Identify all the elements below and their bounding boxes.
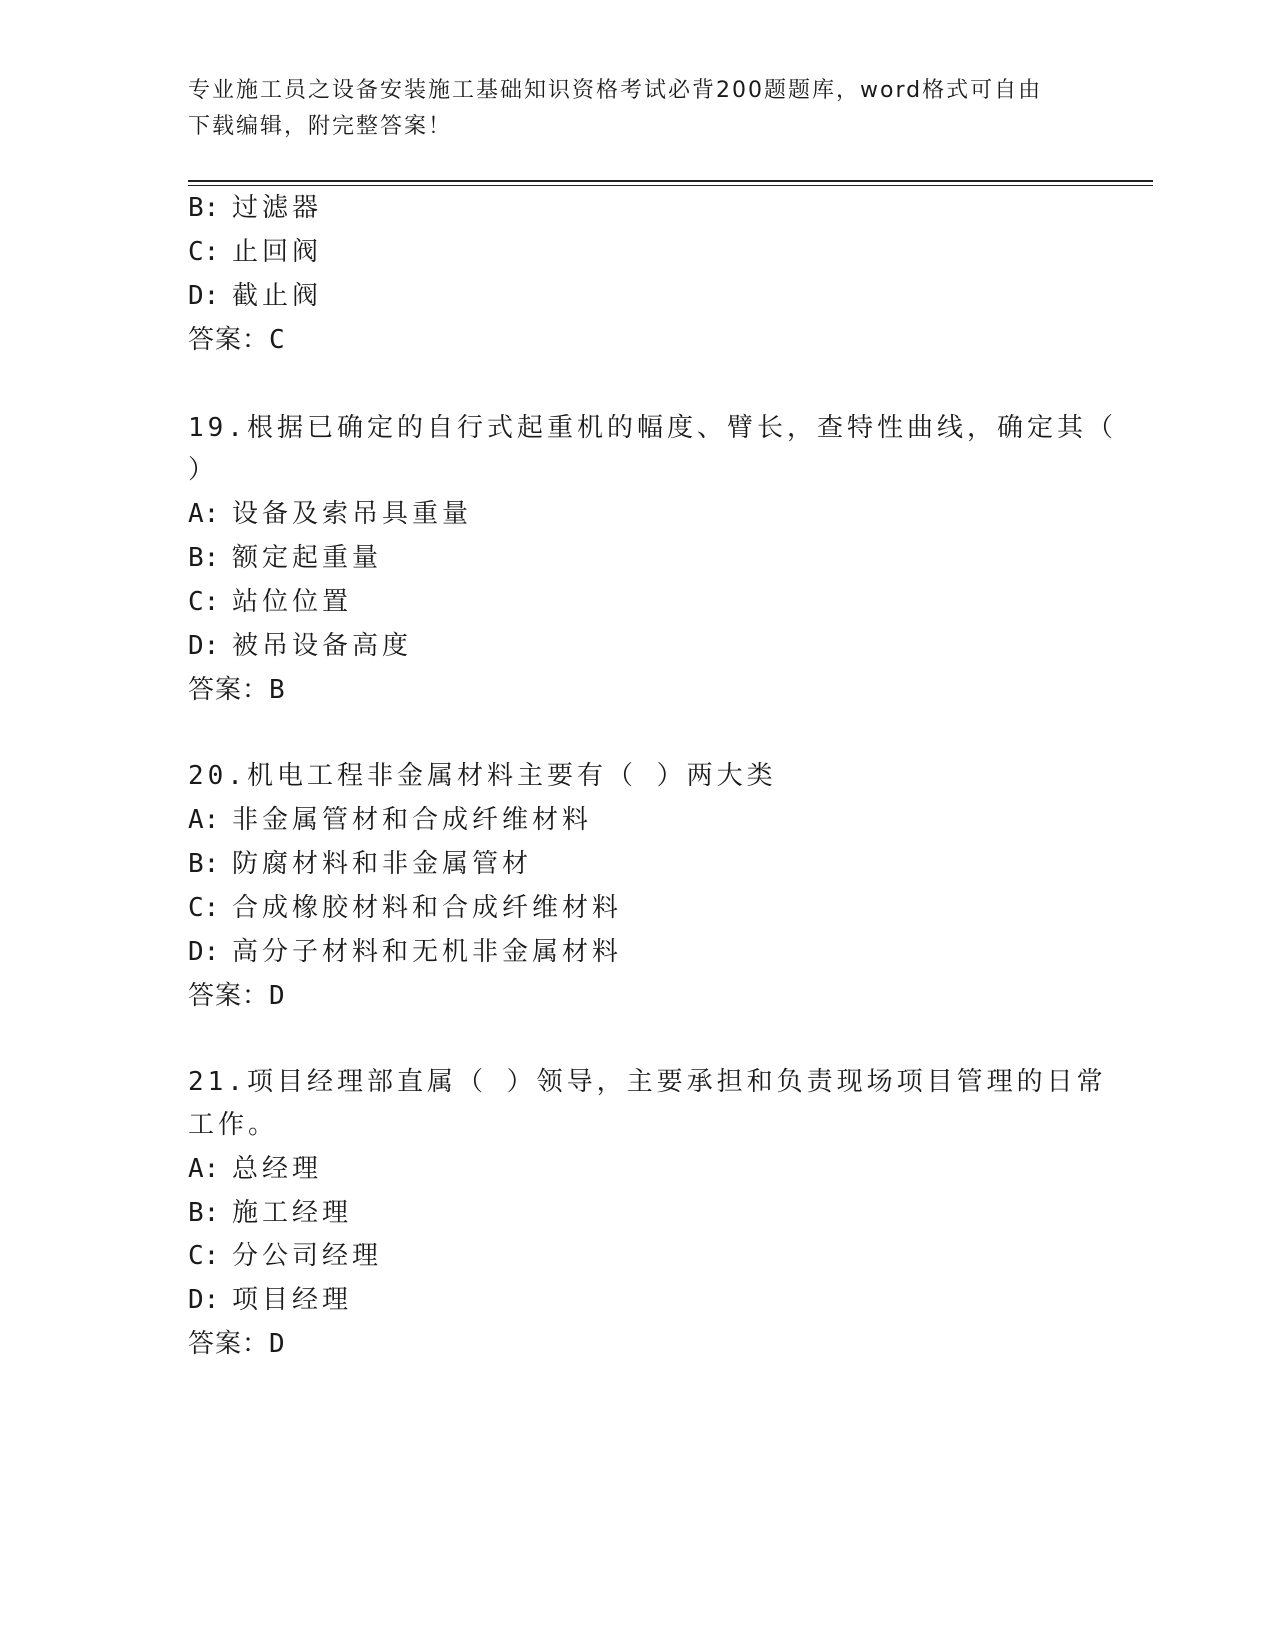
- option-text: 截止阀: [232, 281, 323, 311]
- option-line: [188, 235, 322, 269]
- option-text: 施工经理: [232, 1198, 353, 1228]
- option-text: 分公司经理: [232, 1241, 383, 1271]
- option-label: B:: [188, 193, 220, 223]
- answer-value: C: [269, 325, 286, 355]
- answer-line: [188, 979, 286, 1013]
- option-label: A:: [188, 805, 220, 835]
- option-label: C:: [188, 587, 220, 617]
- answer-line: [188, 1327, 286, 1361]
- option-text: 防腐材料和非金属管材: [232, 849, 533, 879]
- answer-value: D: [269, 1329, 286, 1359]
- header-divider: [188, 180, 1153, 182]
- answer-label: 答案：: [188, 981, 270, 1011]
- option-line: [188, 1283, 352, 1317]
- option-label: C:: [188, 893, 220, 923]
- header-line-2: 下载编辑，附完整答案！: [188, 114, 453, 139]
- option-line: [188, 935, 622, 969]
- answer-label: 答案：: [188, 1329, 270, 1359]
- option-text: 高分子材料和无机非金属材料: [232, 937, 623, 967]
- option-label: D:: [188, 1285, 220, 1315]
- option-label: C:: [188, 237, 220, 267]
- answer-value: B: [269, 675, 286, 705]
- option-line: [188, 891, 622, 925]
- question-stem: 20.机电工程非金属材料主要有（ ）两大类: [188, 761, 777, 791]
- option-text: 非金属管材和合成纤维材料: [232, 805, 593, 835]
- option-label: B:: [188, 1198, 220, 1228]
- option-line: [188, 585, 352, 619]
- option-label: A:: [188, 499, 220, 529]
- question-stem: 19.根据已确定的自行式起重机的幅度、臂长，查特性曲线，确定其（: [188, 413, 1117, 443]
- option-text: 合成橡胶材料和合成纤维材料: [232, 893, 623, 923]
- answer-label: 答案：: [188, 675, 270, 705]
- option-label: B:: [188, 543, 220, 573]
- option-line: [188, 1239, 382, 1273]
- option-line: [188, 279, 322, 313]
- option-text: 额定起重量: [232, 543, 383, 573]
- option-text: 设备及索吊具重量: [232, 499, 473, 529]
- option-text: 过滤器: [232, 193, 323, 223]
- answer-line: [188, 673, 286, 707]
- option-line: [188, 541, 382, 575]
- answer-value: D: [269, 981, 286, 1011]
- header-line-1: 专业施工员之设备安装施工基础知识资格考试必背200题题库，word格式可自由: [188, 78, 1043, 103]
- option-text: 止回阀: [232, 237, 323, 267]
- option-line: [188, 1152, 322, 1186]
- question-stem: 21.项目经理部直属（ ）领导，主要承担和负责现场项目管理的日常: [188, 1067, 1107, 1097]
- document-header: [188, 73, 1068, 145]
- question-stem-continued: ）: [188, 455, 219, 485]
- option-line: [188, 629, 412, 663]
- option-text: 项目经理: [232, 1285, 353, 1315]
- option-label: D:: [188, 281, 220, 311]
- option-line: [188, 1196, 352, 1230]
- option-line: [188, 847, 532, 881]
- answer-label: 答案：: [188, 325, 270, 355]
- option-label: B:: [188, 849, 220, 879]
- option-line: [188, 497, 472, 531]
- option-label: D:: [188, 937, 220, 967]
- question-stem-continued: 工作。: [188, 1110, 279, 1140]
- answer-line: [188, 323, 286, 357]
- option-text: 总经理: [232, 1154, 323, 1184]
- option-text: 被吊设备高度: [232, 631, 413, 661]
- option-label: A:: [188, 1154, 220, 1184]
- option-label: C:: [188, 1241, 220, 1271]
- option-label: D:: [188, 631, 220, 661]
- option-line: [188, 803, 592, 837]
- option-line: [188, 191, 322, 225]
- header-divider-thin: [188, 185, 1153, 186]
- option-text: 站位位置: [232, 587, 353, 617]
